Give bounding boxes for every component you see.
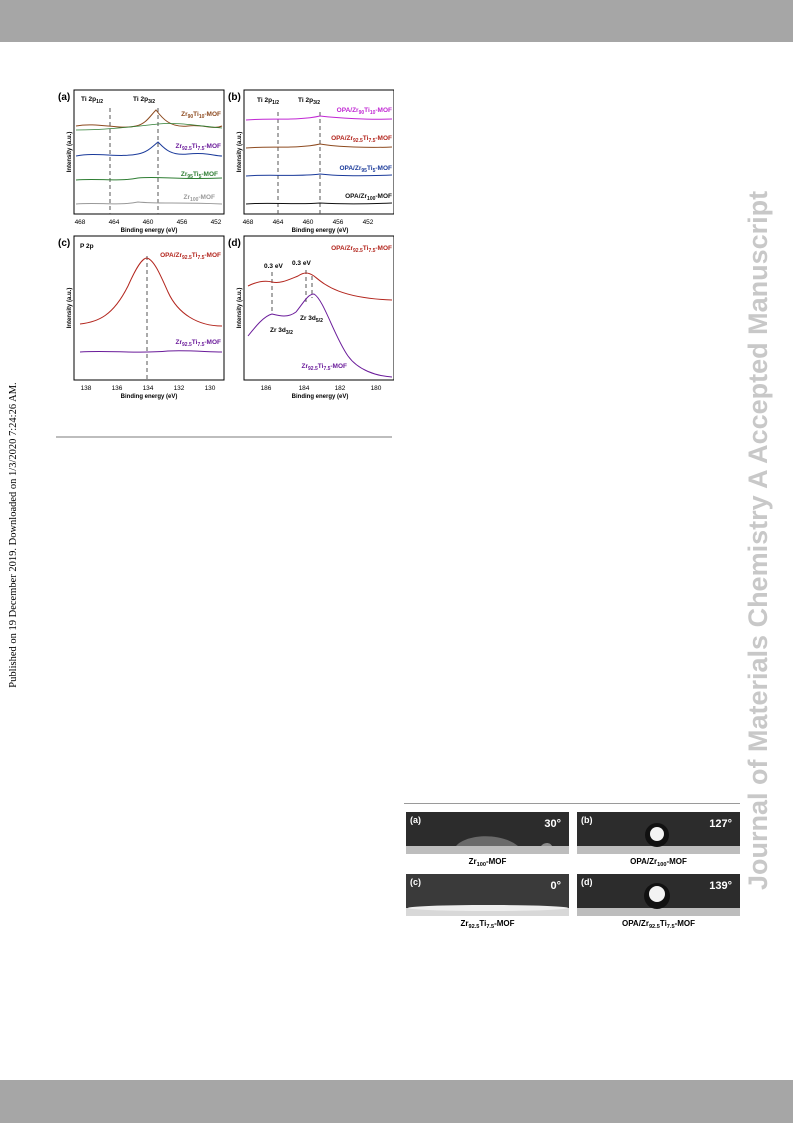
panel-c-xlabel: Binding energy (eV) (120, 394, 178, 400)
panel-d-shift-1: 0.3 eV (264, 263, 283, 270)
tick-d-3: 180 (370, 385, 382, 392)
tick-b-1: 464 (272, 219, 284, 226)
tick-a-3: 456 (176, 219, 188, 226)
tick-d-2: 182 (334, 385, 346, 392)
contact-caption-c: $Zr_{92.5}Ti_{7.5}$-MOF (460, 919, 515, 930)
panel-b-peak-1: Ti $2p_{1/2}$ (257, 97, 280, 106)
contact-panel-c-label: (c) (410, 877, 421, 887)
panel-b-ylabel: Intensity (a.u.) (237, 131, 243, 173)
panel-b (228, 90, 394, 234)
series-b-3: OPA/$Zr_{95}Ti_5$-MOF (339, 165, 392, 174)
panel-a-peak-1: Ti $2p_{1/2}$ (81, 96, 104, 105)
series-a-1: $Zr_{90}Ti_{10}$-MOF (181, 111, 221, 120)
tick-c-2: 134 (142, 385, 154, 392)
panel-d-xticks (261, 385, 382, 392)
contact-angle-figure (404, 812, 740, 936)
contact-panel-d (577, 874, 740, 916)
contact-panel-b-angle: 127° (709, 818, 732, 830)
xps-figure (58, 86, 394, 401)
tick-c-1: 136 (111, 385, 123, 392)
tick-a-0: 468 (74, 219, 86, 226)
panel-a-label: (a) (58, 92, 71, 103)
panel-c-ylabel: Intensity (a.u.) (67, 287, 73, 329)
panel-a-xlabel: Binding energy (eV) (120, 228, 178, 234)
contact-panel-c (406, 874, 569, 916)
panel-a-ylabel: Intensity (a.u.) (67, 131, 73, 173)
tick-a-2: 460 (142, 219, 154, 226)
contact-caption-b: OPA/$Zr_{100}$-MOF (630, 857, 687, 868)
panel-c-peak: P 2p (80, 243, 94, 250)
contact-caption-a: $Zr_{100}$-MOF (468, 857, 507, 868)
tick-b-0: 468 (242, 219, 254, 226)
tick-b-3: 456 (332, 219, 344, 226)
publication-note: Published on 19 December 2019. Downloaded on 1/3/2020 7:24:26 AM. (8, 382, 19, 688)
contact-panel-d-label: (d) (581, 877, 593, 887)
panel-d-label: (d) (228, 238, 241, 249)
tick-c-0: 138 (80, 385, 92, 392)
series-b-2: OPA/$Zr_{92.5}Ti_{7.5}$-MOF (331, 135, 392, 144)
contact-panel-b-label: (b) (581, 815, 593, 825)
panel-a-xticks (75, 219, 222, 226)
panel-d-peak-1: Zr $3d_{3/2}$ (270, 327, 293, 336)
tick-c-3: 132 (173, 385, 185, 392)
panel-c (58, 236, 224, 400)
panel-b-xlabel: Binding energy (eV) (291, 228, 349, 234)
series-c-1: OPA/$Zr_{92.5}Ti_{7.5}$-MOF (160, 252, 221, 261)
tick-b-2: 460 (302, 219, 314, 226)
panel-a-peak-2: Ti $2p_{3/2}$ (133, 96, 156, 105)
footer-band (0, 1080, 793, 1123)
tick-a-1: 464 (108, 219, 120, 226)
series-a-3: $Zr_{95}Ti_5$-MOF (180, 171, 218, 180)
series-d-2: $Zr_{92.5}Ti_{7.5}$-MOF (301, 363, 347, 372)
panel-a (58, 90, 224, 234)
section-divider (56, 436, 392, 438)
contact-panel-d-angle: 139° (709, 880, 732, 892)
contact-panel-b (577, 812, 740, 854)
panel-b-peak-2: Ti $2p_{3/2}$ (298, 97, 321, 106)
journal-watermark: Journal of Materials Chemistry A Accepted Manuscript (743, 190, 773, 890)
tick-d-1: 184 (298, 385, 310, 392)
series-d-1: OPA/$Zr_{92.5}Ti_{7.5}$-MOF (331, 245, 392, 254)
panel-c-xticks (81, 385, 216, 392)
contact-panel-a (406, 812, 569, 854)
series-a-4: $Zr_{100}$-MOF (183, 194, 215, 203)
panel-c-label: (c) (58, 238, 71, 249)
panel-d (228, 236, 394, 400)
panel-b-label: (b) (228, 92, 241, 103)
panel-d-peak-2: Zr $3d_{5/2}$ (300, 315, 323, 324)
series-b-4: OPA/$Zr_{100}$-MOF (345, 193, 392, 202)
panel-d-shift-2: 0.3 eV (292, 260, 311, 267)
header-band (0, 0, 793, 42)
tick-c-4: 130 (204, 385, 216, 392)
contact-panel-c-angle: 0° (550, 880, 561, 892)
contact-caption-d: OPA/$Zr_{92.5}Ti_{7.5}$-MOF (621, 919, 696, 930)
panel-d-xlabel: Binding energy (eV) (291, 394, 349, 400)
series-a-2: $Zr_{92.5}Ti_{7.5}$-MOF (175, 143, 221, 152)
series-c-2: $Zr_{92.5}Ti_{7.5}$-MOF (175, 339, 221, 348)
contact-panel-a-label: (a) (410, 815, 421, 825)
tick-b-4: 452 (362, 219, 374, 226)
panel-b-xticks (243, 219, 374, 226)
figure-divider (404, 803, 740, 804)
series-b-1: OPA/$Zr_{90}Ti_{10}$-MOF (336, 107, 392, 116)
panel-d-ylabel: Intensity (a.u.) (237, 287, 243, 329)
tick-a-4: 452 (210, 219, 222, 226)
tick-d-0: 186 (260, 385, 272, 392)
contact-panel-a-angle: 30° (544, 818, 561, 830)
